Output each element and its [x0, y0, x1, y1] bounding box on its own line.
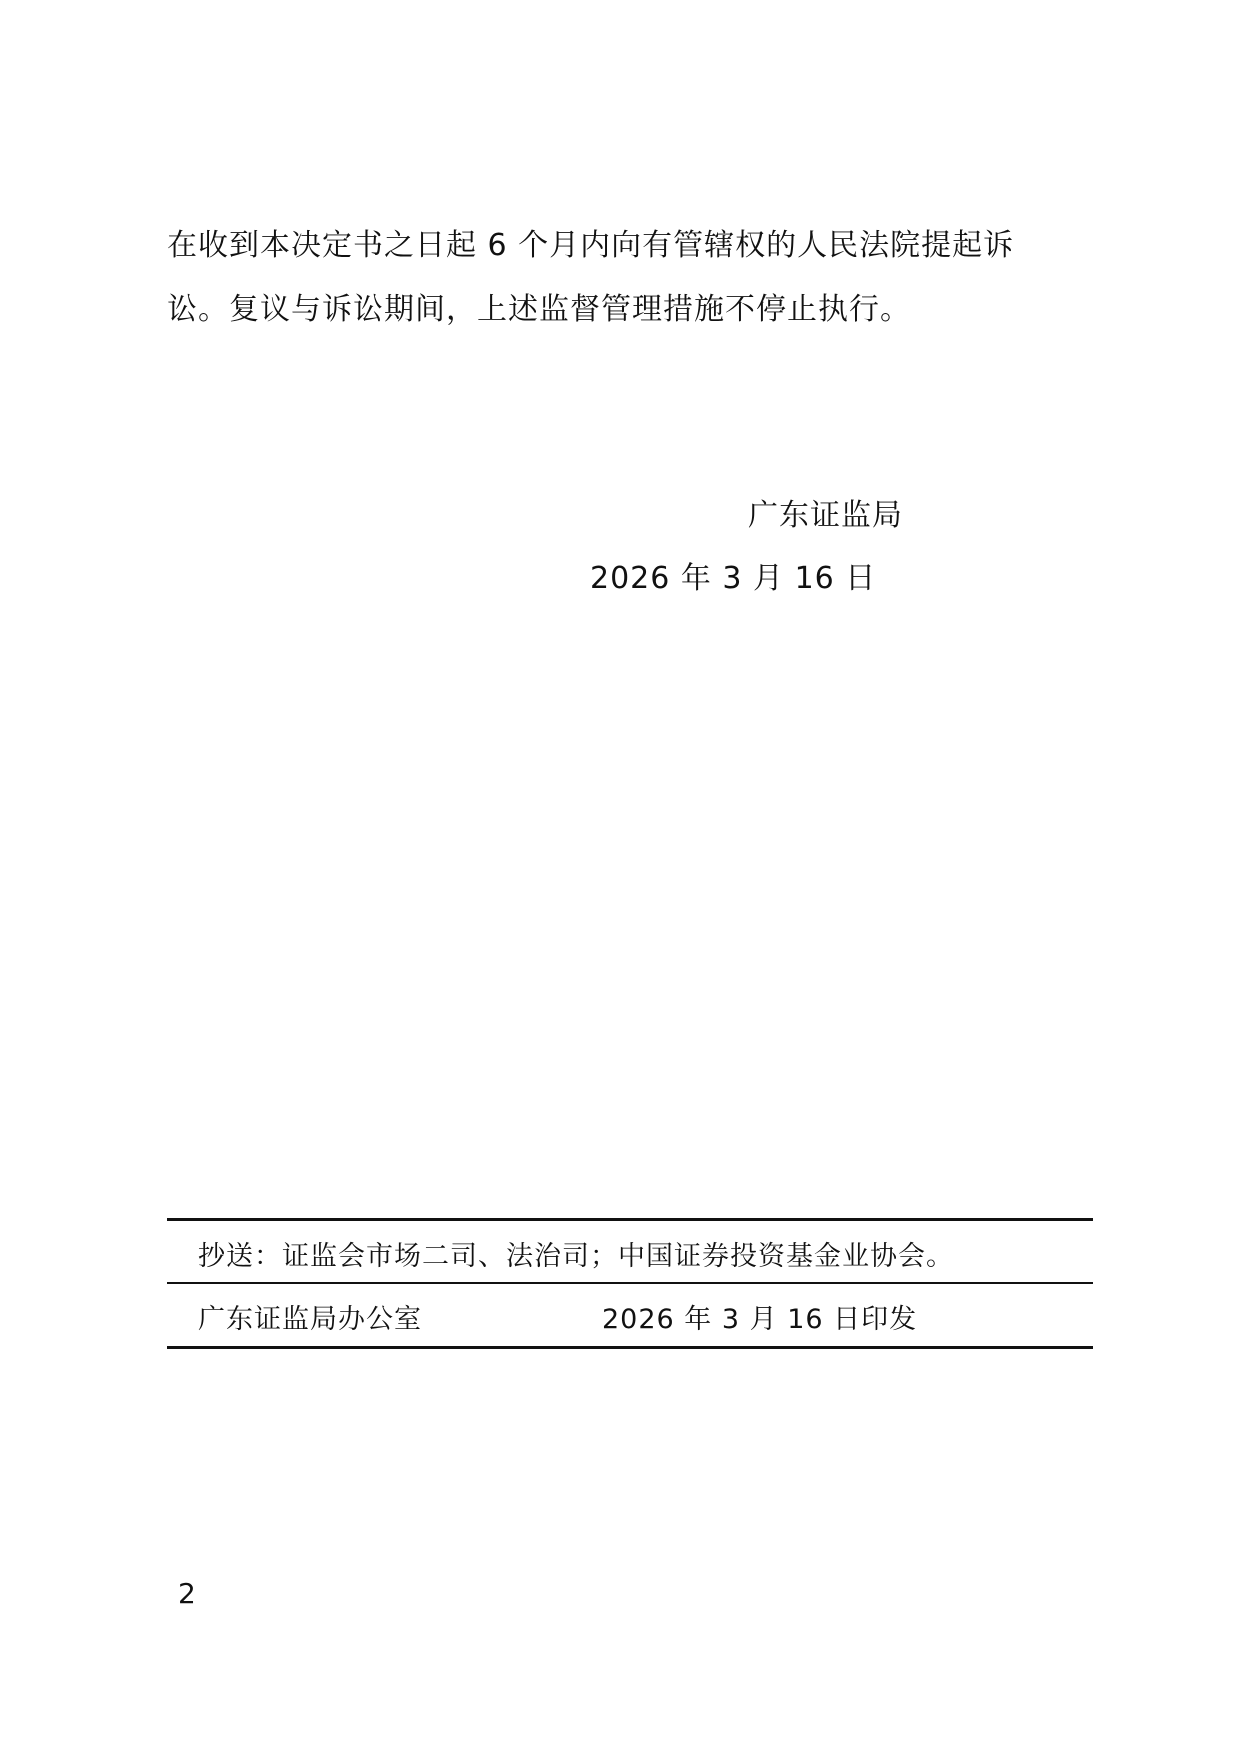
body-line: 讼。复议与诉讼期间，上述监督管理措施不停止执行。 [167, 292, 911, 327]
page-number: 2 [178, 1577, 196, 1610]
print-office: 广东证监局办公室 [198, 1304, 422, 1335]
signature-date: 2026 年 3 月 16 日 [590, 561, 877, 596]
print-date: 2026 年 3 月 16 日印发 [602, 1304, 918, 1335]
issuer-signature: 广东证监局 [748, 498, 903, 533]
cc-recipients: 抄送：证监会市场二司、法治司；中国证券投资基金业协会。 [198, 1241, 954, 1272]
body-paragraph [167, 214, 1097, 342]
footer-bottom-rule [167, 1346, 1093, 1349]
footer-middle-rule [167, 1282, 1093, 1284]
body-line: 在收到本决定书之日起 6 个月内向有管辖权的人民法院提起诉 [167, 228, 1015, 263]
footer-top-rule [167, 1218, 1093, 1221]
